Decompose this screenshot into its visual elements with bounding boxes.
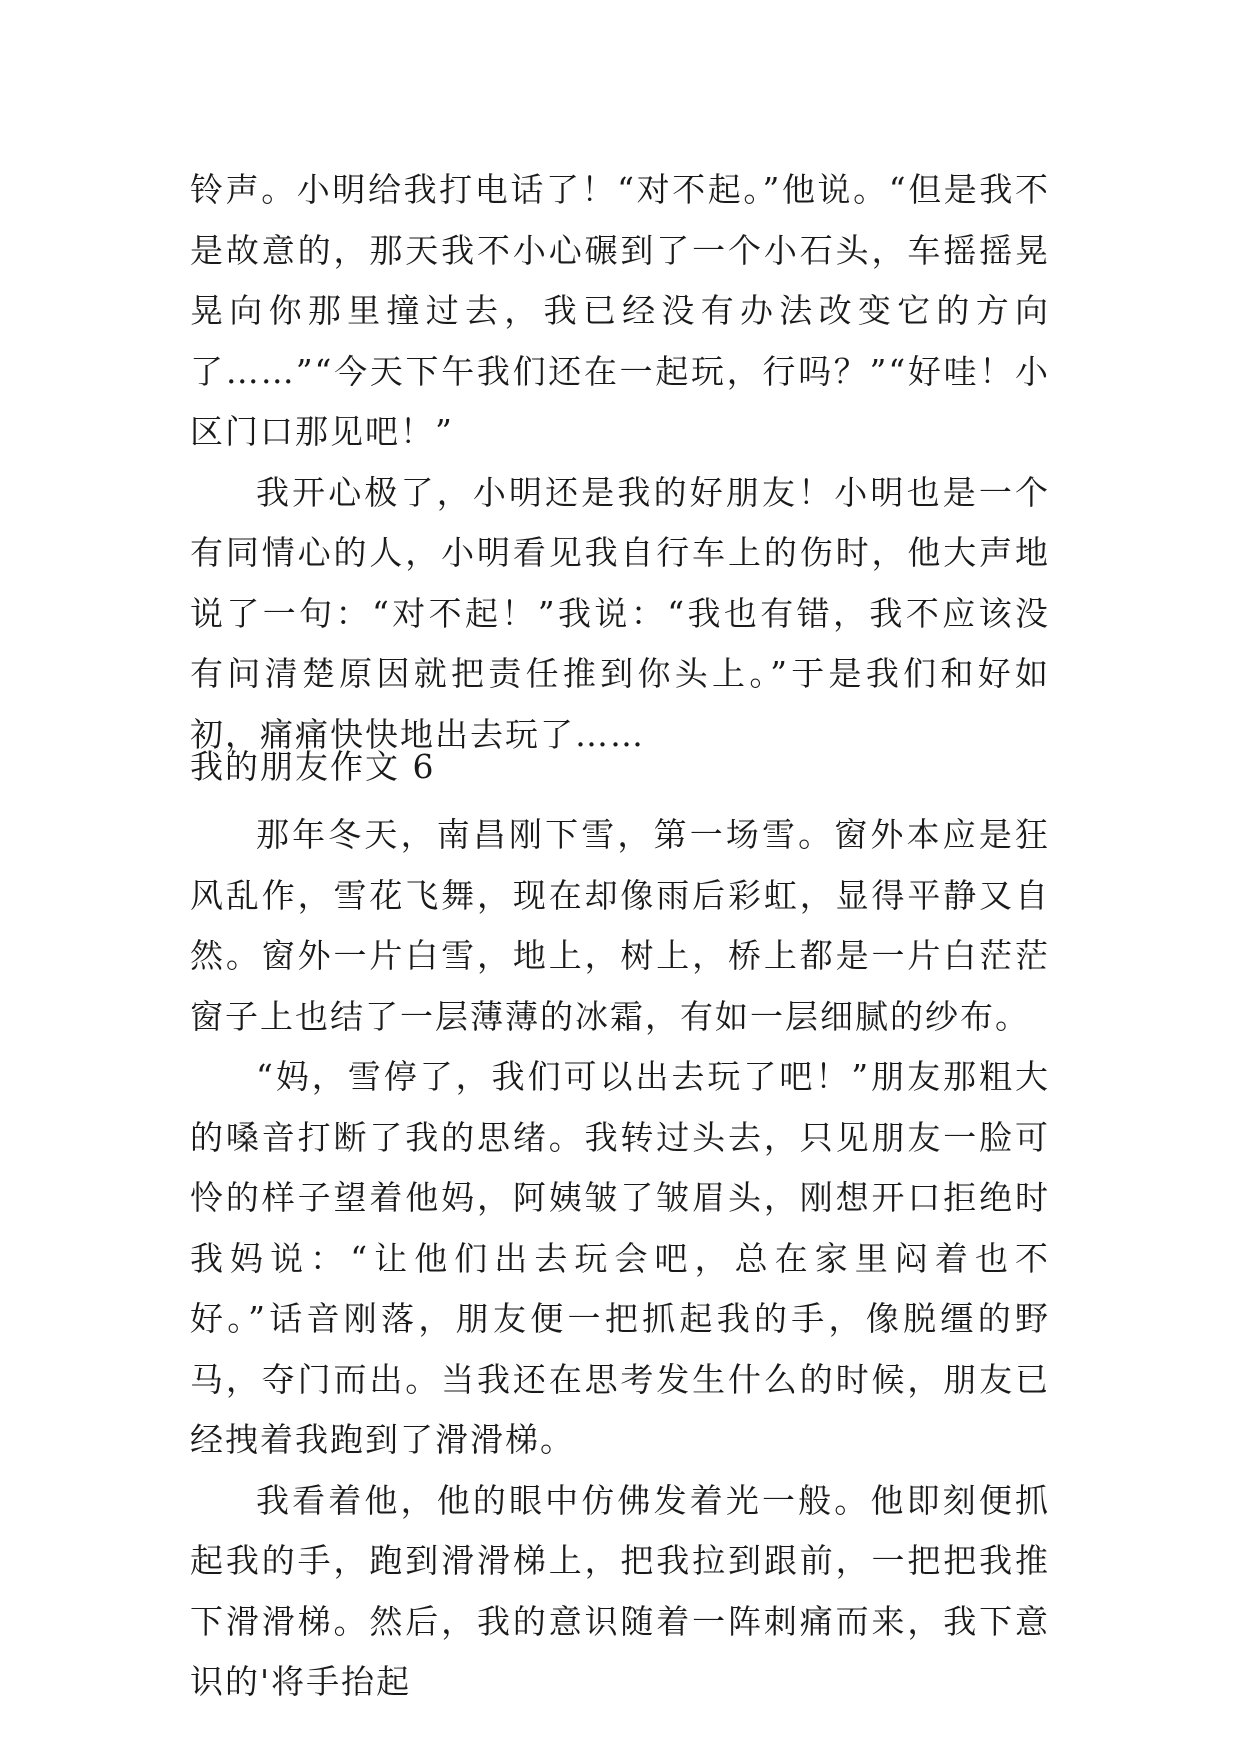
section-1-text <box>190 160 1050 765</box>
paragraph: 那年冬天，南昌刚下雪，第一场雪。窗外本应是狂风乱作，雪花飞舞，现在却像雨后彩虹，显得平静又自然。窗外一片白雪，地上，树上，桥上都是一片白茫茫窗子上也结了一层薄薄的冰霜，有如一层细腻的纱布。 <box>190 815 1050 1036</box>
paragraph: 我开心极了，小明还是我的好朋友！小明也是一个有同情心的人，小明看见我自行车上的伤时，他大声地说了一句：“对不起！”我说：“我也有错，我不应该没有问清楚原因就把责任推到你头上。”于是我们和好如初，痛痛快快地出去玩了…… <box>190 472 1050 754</box>
paragraph: “妈，雪停了，我们可以出去玩了吧！”朋友那粗大的嗓音打断了我的思绪。我转过头去，只见朋友一脸可怜的样子望着他妈，阿姨皱了皱眉头，刚想开口拒绝时我妈说：“让他们出去玩会吧，总在家里闷着也不好。”话音刚落，朋友便一把抓起我的手，像脱缰的野马，夺门而出。当我还在思考发生什么的时候，朋友已经拽着我跑到了滑滑梯。 <box>190 1057 1050 1459</box>
section-2-text <box>190 805 1050 1713</box>
section-title: 我的朋友作文 6 <box>190 747 436 786</box>
paragraph: 铃声。小明给我打电话了！“对不起。”他说。“但是我不是故意的，那天我不小心碾到了一个小石头，车摇摇晃晃向你那里撞过去，我已经没有办法改变它的方向了……”“今天下午我们还在一起玩，行吗？”“好哇！小区门口那见吧！” <box>190 170 1050 451</box>
paragraph: 我看着他，他的眼中仿佛发着光一般。他即刻便抓起我的手，跑到滑滑梯上，把我拉到跟前，一把把我推下滑滑梯。然后，我的意识随着一阵刺痛而来，我下意识的'将手抬起 <box>190 1480 1050 1701</box>
